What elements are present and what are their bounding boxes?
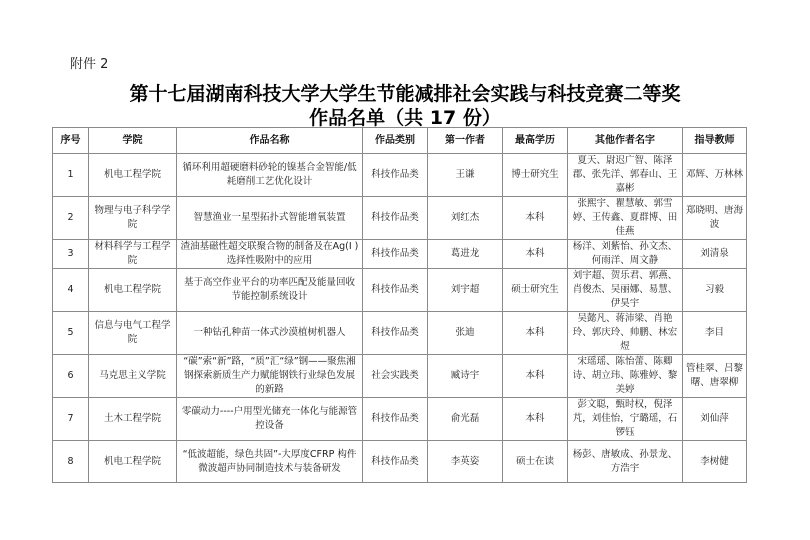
cell-advisor: 郑晓明、唐海波 (683, 197, 747, 240)
cell-title: “碳”索“新”路，“质”汇“绿”钢——聚焦湘钢探索新质生产力赋能钢铁行业绿色发展的新路 (177, 355, 363, 398)
cell-advisor: 邓辉、万林林 (683, 154, 747, 197)
cell-first-author: 俞光磊 (428, 398, 503, 441)
header-no: 序号 (53, 128, 89, 154)
cell-advisor: 管桂翠、吕黎曙、唐翠柳 (683, 355, 747, 398)
cell-other-authors: 张熙宇、瞿慧敏、郭雪婷、王传鑫、夏群博、田佳燕 (568, 197, 683, 240)
cell-first-author: 李英姿 (428, 441, 503, 483)
cell-college: 机电工程学院 (89, 154, 177, 197)
cell-advisor: 李目 (683, 312, 747, 355)
cell-no: 4 (53, 269, 89, 312)
award-table (52, 127, 747, 483)
header-other-authors: 其他作者名字 (568, 128, 683, 154)
cell-first-author: 刘宇超 (428, 269, 503, 312)
cell-degree: 博士研究生 (503, 154, 568, 197)
table-row (53, 240, 747, 269)
cell-category: 科技作品类 (363, 240, 428, 269)
cell-category: 科技作品类 (363, 441, 428, 483)
cell-category: 科技作品类 (363, 398, 428, 441)
attachment-label: 附件 2 (70, 57, 109, 72)
cell-no: 7 (53, 398, 89, 441)
cell-college: 马克思主义学院 (89, 355, 177, 398)
cell-category: 社会实践类 (363, 355, 428, 398)
cell-college: 材料科学与工程学院 (89, 240, 177, 269)
cell-other-authors: 杨彭、唐敏成、孙景龙、方浩宇 (568, 441, 683, 483)
cell-degree: 硕士研究生 (503, 269, 568, 312)
cell-first-author: 刘红杰 (428, 197, 503, 240)
cell-college: 机电工程学院 (89, 269, 177, 312)
header-category: 作品类别 (363, 128, 428, 154)
cell-advisor: 李树健 (683, 441, 747, 483)
cell-degree: 本科 (503, 355, 568, 398)
document-subtitle: 作品名单（共 17 份） (309, 107, 501, 129)
cell-college: 土木工程学院 (89, 398, 177, 441)
cell-no: 3 (53, 240, 89, 269)
cell-other-authors: 宋瑶瑶、陈怡蕾、陈卿诗、胡立玮、陈雅婷、黎美婷 (568, 355, 683, 398)
table-row (53, 154, 747, 197)
table-row (53, 355, 747, 398)
cell-category: 科技作品类 (363, 269, 428, 312)
header-advisor: 指导教师 (683, 128, 747, 154)
cell-title: 智慧渔业一星型拓扑式智能增氧装置 (177, 197, 363, 240)
table-header-row (53, 128, 747, 154)
cell-title: 零碳动力----户用型光储充一体化与能源管控设备 (177, 398, 363, 441)
cell-category: 科技作品类 (363, 312, 428, 355)
header-college: 学院 (89, 128, 177, 154)
header-title: 作品名称 (177, 128, 363, 154)
cell-other-authors: 杨洋、刘紫怡、孙文杰、何雨洋、周文静 (568, 240, 683, 269)
table-row (53, 197, 747, 240)
cell-college: 物理与电子科学学院 (89, 197, 177, 240)
cell-college: 机电工程学院 (89, 441, 177, 483)
cell-title: 渣油基磁性超交联聚合物的制备及在Ag(I )选择性吸附中的应用 (177, 240, 363, 269)
cell-no: 8 (53, 441, 89, 483)
document-title: 第十七届湖南科技大学大学生节能减排社会实践与科技竞赛二等奖 (129, 83, 681, 105)
cell-category: 科技作品类 (363, 154, 428, 197)
cell-first-author: 葛进龙 (428, 240, 503, 269)
header-degree: 最高学历 (503, 128, 568, 154)
cell-no: 2 (53, 197, 89, 240)
cell-degree: 硕士在读 (503, 441, 568, 483)
table-row (53, 441, 747, 483)
table-row (53, 312, 747, 355)
table-row (53, 398, 747, 441)
cell-advisor: 刘清泉 (683, 240, 747, 269)
cell-first-author: 张迪 (428, 312, 503, 355)
cell-degree: 本科 (503, 312, 568, 355)
cell-degree: 本科 (503, 197, 568, 240)
cell-other-authors: 吴懿凡、蒋沛梁、肖艳玲、郭庆玲、帅鹏、林宏煜 (568, 312, 683, 355)
cell-advisor: 刘仙萍 (683, 398, 747, 441)
cell-other-authors: 夏天、尉迟广智、陈泽郡、张先洋、郭春山、王嘉彬 (568, 154, 683, 197)
cell-advisor: 习毅 (683, 269, 747, 312)
cell-first-author: 臧诗宇 (428, 355, 503, 398)
header-first-author: 第一作者 (428, 128, 503, 154)
table-row (53, 269, 747, 312)
cell-college: 信息与电气工程学院 (89, 312, 177, 355)
cell-title: 基于高空作业平台的功率匹配及能量回收节能控制系统设计 (177, 269, 363, 312)
cell-title: 一种钻孔种苗一体式沙漠植树机器人 (177, 312, 363, 355)
cell-no: 5 (53, 312, 89, 355)
cell-title: “低波超能，绿色共固”-大厚度CFRP 构件微波超声协同制造技术与装备研发 (177, 441, 363, 483)
cell-other-authors: 刘宇超、贺乐君、郭燕、肖俊杰、吴丽娜、易慧、伊昊宇 (568, 269, 683, 312)
cell-no: 1 (53, 154, 89, 197)
cell-degree: 本科 (503, 240, 568, 269)
cell-degree: 本科 (503, 398, 568, 441)
cell-category: 科技作品类 (363, 197, 428, 240)
cell-title: 循环利用超硬磨料砂轮的镍基合金智能/低耗磨削工艺优化设计 (177, 154, 363, 197)
cell-other-authors: 彭文聪，甄时权，倪泽芃，刘佳怡，宁璐瑶，石锣钰 (568, 398, 683, 441)
cell-first-author: 王谦 (428, 154, 503, 197)
cell-no: 6 (53, 355, 89, 398)
